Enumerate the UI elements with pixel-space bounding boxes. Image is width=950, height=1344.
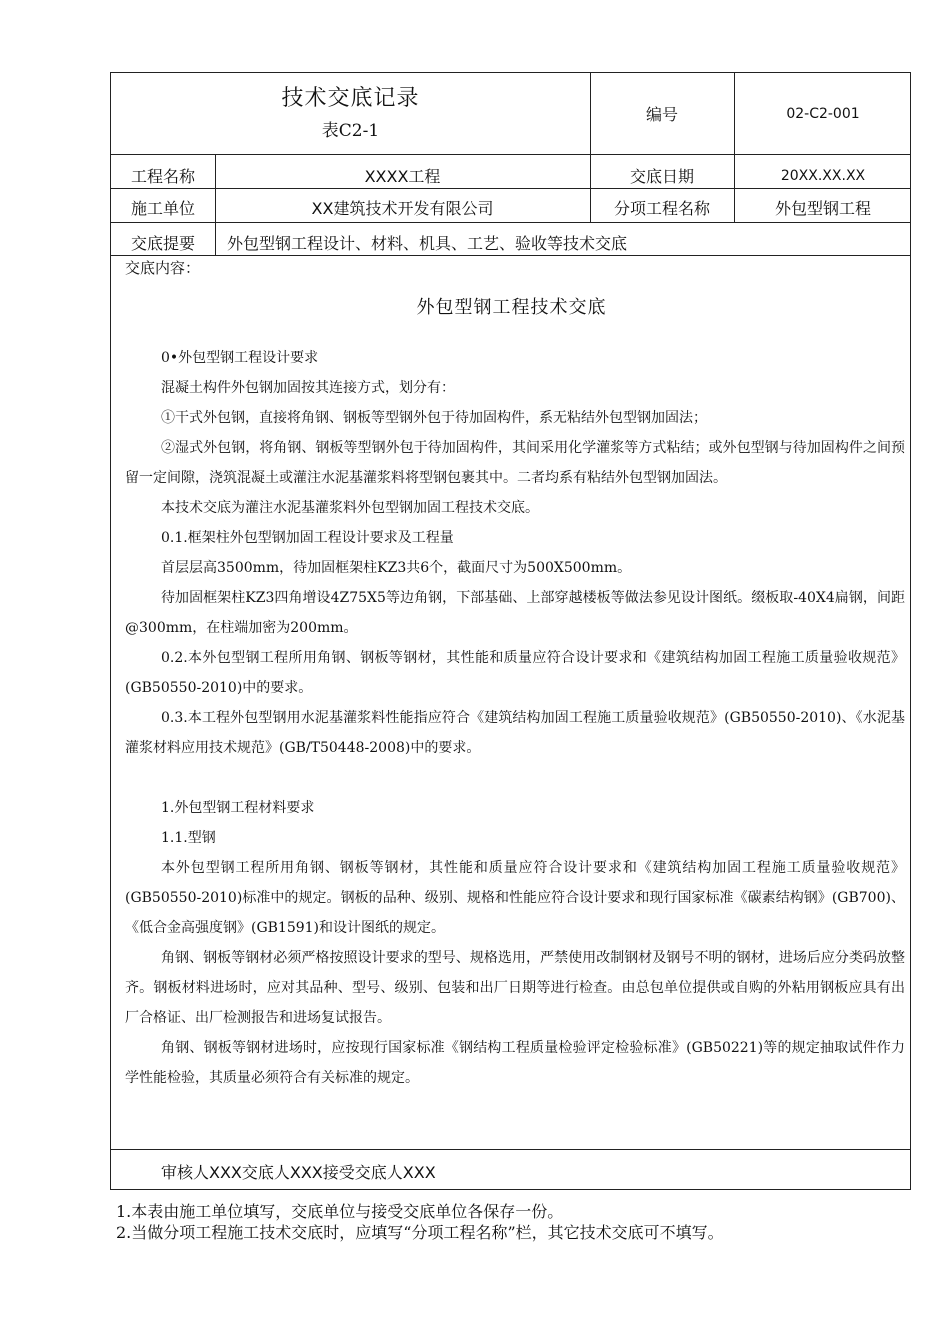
signature-line: 审核人XXX交底人XXX接受交底人XXX (161, 1163, 436, 1182)
disclosure-date-value: 20XX.XX.XX (780, 167, 866, 184)
paragraph: 本外包型钢工程所用角钢、钢板等钢材，其性能和质量应符合设计要求和《建筑结构加固工程施工质量验收规范》(GB50550-2010)标准中的规定。钢板的品种、级别、规格和性能应符合设计要求和现行国家标准《碳素结构钢》(GB700)、《低合金高强度钢》(GB1591)和设计图纸的规定。 (125, 860, 905, 936)
paragraph: ②湿式外包钢，将角钢、钢板等型钢外包于待加固构件，其间采用化学灌浆等方式粘结；或外包型钢与待加固构件之间预留一定间隙，浇筑混凝土或灌注水泥基灌浆料将型钢包裹其中。二者均系有粘结外包型钢加固法。 (125, 440, 905, 486)
footnotes (116, 1201, 796, 1243)
paragraph: 0.2.本外包型钢工程所用角钢、钢板等钢材，其性能和质量应符合设计要求和《建筑结构加固工程施工质量验收规范》(GB50550-2010)中的要求。 (125, 650, 905, 696)
paragraph: 0.3.本工程外包型钢用水泥基灌浆料性能指应符合《建筑结构加固工程施工质量验收规范》(GB50550-2010)、《水泥基灌浆材料应用技术规范》(GB/T50448-2008)中的要求。 (125, 710, 905, 756)
project-name-label: 工程名称 (130, 167, 195, 186)
sub-project-label: 分项工程名称 (613, 198, 710, 218)
footnote: 1.本表由施工单位填写，交底单位与接受交底单位各保存一份。 (116, 1202, 564, 1221)
row-divider (111, 188, 910, 189)
construction-unit-value: XX建筑技术开发有限公司 (311, 198, 494, 218)
paragraph: 本技术交底为灌注水泥基灌浆料外包型钢加固工程技术交底。 (161, 500, 539, 516)
paragraph: 1.外包型钢工程材料要求 (161, 800, 315, 816)
row-divider (111, 222, 910, 223)
paragraph: ①干式外包钢，直接将角钢、钢板等型钢外包于待加固构件，系无粘结外包型钢加固法； (161, 410, 707, 426)
paragraph: 首层层高3500mm，待加固框架柱KZ3共6个，截面尺寸为500X500mm。 (161, 560, 632, 576)
disclosure-date-label: 交底日期 (629, 167, 694, 186)
summary-value: 外包型钢工程设计、材料、机具、工艺、验收等技术交底 (227, 233, 628, 253)
row-divider (111, 154, 910, 155)
project-name-value: XXXX工程 (364, 167, 441, 186)
paragraph: 角钢、钢板等钢材必须严格按照设计要求的型号、规格选用，严禁使用改制钢材及钢号不明的钢材，进场后应分类码放整齐。钢板材料进场时，应对其品种、型号、级别、包装和出厂日期等进行检查。由总包单位提供或自购的外粘用钢板应具有出厂合格证、出厂检测报告和进场复试报告。 (125, 950, 905, 1026)
paragraph: 0•外包型钢工程设计要求 (161, 350, 319, 366)
paragraph-spacer (125, 763, 905, 793)
paragraph: 待加固框架柱KZ3四角增设4Z75X5等边角钢，下部基础、上部穿越楼板等做法参见设计图纸。缀板取-40X4扁钢，间距@300mm，在柱端加密为200mm。 (125, 590, 905, 636)
paragraph: 0.1.框架柱外包型钢加固工程设计要求及工程量 (161, 530, 454, 546)
number-value: 02-C2-001 (786, 105, 860, 122)
paragraph: 混凝土构件外包钢加固按其连接方式，划分有： (161, 380, 455, 396)
row-divider (111, 255, 910, 256)
paragraph: 角钢、钢板等钢材进场时，应按现行国家标准《钢结构工程质量检验评定检验标准》(GB50221)等的规定抽取试件作力学性能检验，其质量必须符合有关标准的规定。 (125, 1040, 905, 1086)
content-body (125, 343, 905, 1093)
construction-unit-label: 施工单位 (130, 198, 195, 218)
technical-disclosure-form (110, 72, 911, 1190)
summary-label: 交底提要 (130, 233, 195, 253)
content-label: 交底内容： (125, 259, 201, 277)
paragraph: 1.1.型钢 (161, 830, 216, 846)
content-title: 外包型钢工程技术交底 (416, 297, 607, 318)
footnote: 2.当做分项工程施工技术交底时，应填写“分项工程名称”栏，其它技术交底可不填写。 (116, 1223, 724, 1242)
row-divider (111, 1149, 910, 1150)
sub-project-value: 外包型钢工程 (774, 198, 871, 218)
number-label: 编号 (645, 105, 678, 124)
form-title: 技术交底记录 (281, 85, 420, 111)
form-code: 表C2-1 (321, 120, 380, 141)
